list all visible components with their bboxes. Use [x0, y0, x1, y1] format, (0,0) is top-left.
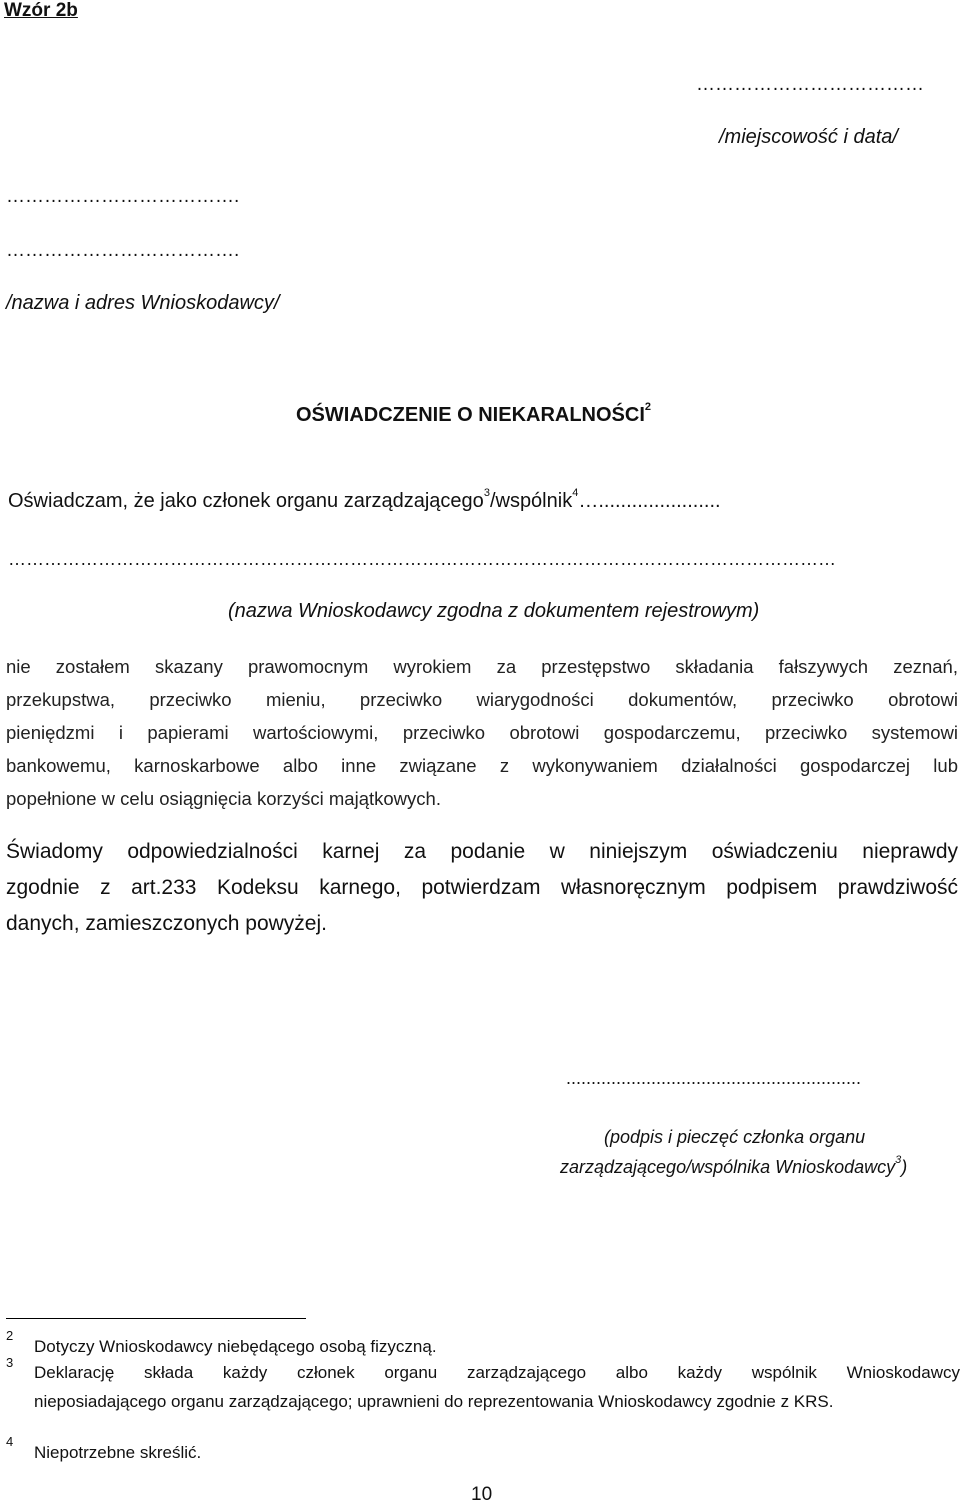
statement-paragraph: [6, 650, 958, 815]
statement-line: nie zostałem skazany prawomocnym wyrokiem za przestępstwo składania fałszywych zeznań,: [6, 656, 958, 677]
page-number: 10: [471, 1484, 493, 1505]
place-date-label: /miejscowość i data/: [719, 126, 898, 148]
form-label: Wzór 2b: [4, 0, 78, 21]
footnote-3: [34, 1358, 960, 1416]
document-title: [296, 401, 652, 427]
place-date-dots: ………………………………: [696, 74, 924, 95]
intro-partner-text: /wspólnik: [489, 490, 573, 512]
footnote-number: 3: [6, 1355, 14, 1370]
intro-text: Oświadczam, że jako członek organu zarządzającego: [8, 490, 484, 512]
statement-line: popełnione w celu osiągnięcia korzyści majątkowych.: [6, 788, 441, 809]
document-title-text: OŚWIADCZENIE O NIEKARALNOŚCI: [296, 404, 645, 426]
footnote-line: Dotyczy Wnioskodawcy niebędącego osobą fizyczną.: [34, 1337, 437, 1356]
footnote-number: 2: [6, 1328, 14, 1343]
signature-ref-3: 3: [895, 1154, 902, 1166]
signature-label-line-1: (podpis i pieczęć członka organu: [604, 1127, 866, 1147]
footnote-separator: [6, 1318, 306, 1319]
awareness-line: Świadomy odpowiedzialności karnej za podanie w niniejszym oświadczeniu nieprawdy: [6, 840, 958, 863]
awareness-line: zgodnie z art.233 Kodeksu karnego, potwierdzam własnoręcznym podpisem prawdziwość: [6, 876, 958, 899]
intro-ref-3: 3: [483, 487, 490, 500]
intro-line: [8, 487, 721, 513]
intro-ref-4: 4: [572, 487, 579, 500]
signature-label-close: ): [901, 1157, 908, 1177]
applicant-label: /nazwa i adres Wnioskodawcy/: [6, 292, 280, 314]
intro-trailing-dots: …......................: [578, 490, 721, 512]
title-footnote-ref: 2: [644, 401, 652, 414]
footnote-2: [34, 1332, 437, 1361]
footnote-line: Niepotrzebne skreślić.: [34, 1443, 202, 1462]
footnote-4: [34, 1438, 201, 1467]
awareness-paragraph: [6, 834, 958, 942]
awareness-line: danych, zamieszczonych powyżej.: [6, 912, 327, 935]
footnote-number: 4: [6, 1434, 14, 1449]
signature-label-text: zarządzającego/wspólnika Wnioskodawcy: [560, 1157, 896, 1177]
applicant-dots-line-2: ……………………………….: [6, 240, 240, 261]
applicant-dots-line-1: ……………………………….: [6, 186, 240, 207]
signature-label-line-2: [560, 1154, 908, 1178]
footnote-line: nieposiadającego organu zarządzającego; uprawnieni do reprezentowania Wnioskodawcy zgodnie z KRS.: [34, 1392, 834, 1411]
signature-dots: ...........................................................: [566, 1068, 862, 1088]
statement-line: bankowemu, karnoskarbowe albo inne związane z wykonywaniem działalności gospodarczej lub: [6, 755, 958, 776]
statement-line: przekupstwa, przeciwko mieniu, przeciwko wiarygodności dokumentów, przeciwko obrotowi: [6, 689, 958, 710]
applicant-name-dots: …………………………………………………………………………………………………………………………: [8, 549, 836, 569]
footnote-line: Deklarację składa każdy członek organu zarządzającego albo każdy wspólnik Wnioskodawcy: [34, 1363, 960, 1382]
statement-line: pieniędzmi i papierami wartościowymi, przeciwko obrotowi gospodarczemu, przeciwko systemowi: [6, 722, 958, 743]
applicant-name-label: (nazwa Wnioskodawcy zgodna z dokumentem rejestrowym): [228, 600, 760, 622]
